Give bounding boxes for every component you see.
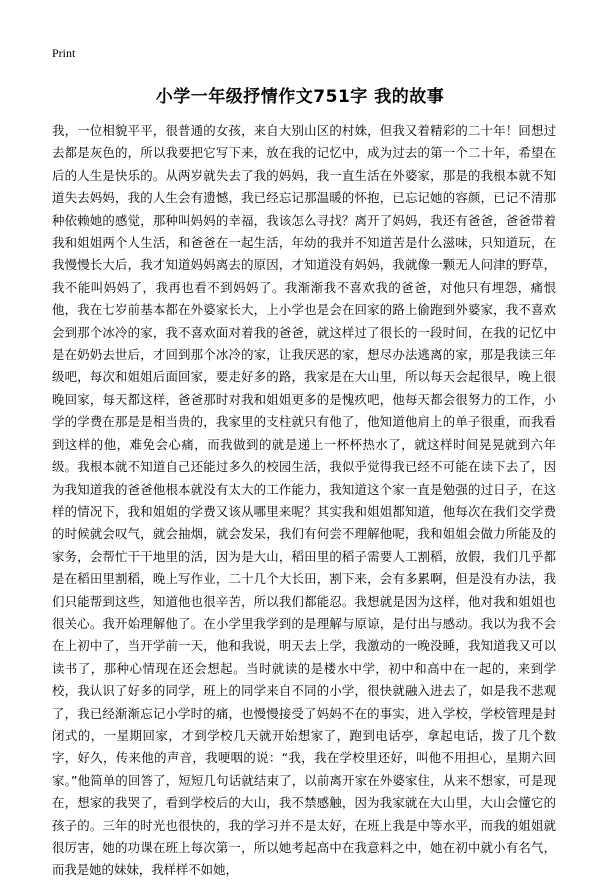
article-title: 小学一年级抒情作文751字 我的故事 bbox=[155, 87, 445, 107]
article-body: 我，一位相貌平平，很普通的女孩，来自大别山区的村姝，但我又着精彩的二十年！回想过去都是灰色的，所以我要把它写下来，放在我的记忆中，成为过去的第一个二十年，希望在后的人生是快乐的。从两岁就失去了我的妈妈，我一直生活在外婆家，那是的我根本就不知道失去妈妈，我的人生会有遗憾，我已经忘记那温暖的怀抱，已忘记她的容颜，已记不清那种依赖她的感觉，那种叫妈妈的幸福，我该怎么寻找？离开了妈妈，我还有爸爸，爸爸带着我和姐姐两个人生活，和爸爸在一起生活，年幼的我并不知道苦是什么滋味，只知道玩，在我慢慢长大后，我才知道妈妈离去的原因，才知道没有妈妈，我就像一颗无人问津的野草，我不能叫妈妈了，我再也看不到妈妈了。我渐渐我不喜欢我的爸爸，对他只有埋怨，痛恨他，我在七岁前基本都在外婆家长大，上小学也是会在回家的路上偷跑到外婆家，我不喜欢会到那个冰冷的家，我不喜欢面对着我的爸爸，就这样过了很长的一段时间，在我的记忆中是在奶奶去世后，才回到那个冰冷的家，让我厌恶的家，想尽办法逃离的家，那是我读三年级吧，每次和姐姐后面回家，要走好多的路，我家是在大山里，所以每天会起很早，晚上很晚回家，每天都这样，爸爸那时对我和姐姐更多的是愧疚吧，他每天都会很努力的工作，小学的学费在那是是相当贵的，我家里的支柱就只有他了，他知道他肩上的单子很重，而我看到这样的他，难免会心痛，而我做到的就是递上一杯杯热水了，就这样时间晃晃就到六年级。我根本就不知道自己还能过多久的校园生活，我似乎觉得我已经不可能在读下去了，因为我知道我的爸爸他根本就没有太大的工作能力，我知道这个家一直是勉强的过日子，在这样的情况下，我和姐姐的学费又该从哪里来呢？其实我和姐姐都知道，他每次在我们交学费的时候就会叹气，就会抽烟，就会发呆，我们有何尝不理解他呢，我和姐姐会做力所能及的家务，会帮忙干干地里的活，因为是大山，稻田里的稻子需要人工割稻，放假，我们几乎都是在稻田里割稻，晚上写作业，二十几个大长田，割下来，会有多累啊，但是没有办法，我们只能帮到这些，知道他也很辛苦，所以我们都能忍。我想就是因为这样，他对我和姐姐也很关心。我开始理解他了。在小学里我学到的是理解与原谅，是付出与感动。我以为我不会在上初中了，当开学前一天，他和我说，明天去上学，我激动的一晚没睡，我知道我又可以读书了，那种心情现在还会想起。当时就读的是楼水中学，初中和高中在一起的，来到学校，我认识了好多的同学，班上的同学来自不同的小学，很快就融入进去了，如是我不悲观了，我已经渐渐忘记小学时的痛，也慢慢接受了妈妈不在的事实，进入学校，学校管理是封闭式的，一星期回家，才到学校几天就开始想家了，跑到电话亭，拿起电话，拨了几个数字，好久，传来他的声音，我哽咽的说：“我，我在学校里还好，叫他不用担心，星期六回家。”他简单的回答了，短短几句话就结束了，以前离开家在外婆家住，从来不想家，可是现在，想家的我哭了，看到学校后的大山，我不禁感触，因为我家就在大山里，大山会懂它的孩子的。三年的时光也很快的，我的学习并不是太好，在班上我是中等水平，而我的姐姐就很厉害，她的功课在班上每次第一，所以她考起高中在我意料之中，她在初中就小有名气，而我是她的妹妹，我样样不如她， bbox=[52, 123, 556, 878]
print-link[interactable]: Print bbox=[52, 46, 76, 60]
